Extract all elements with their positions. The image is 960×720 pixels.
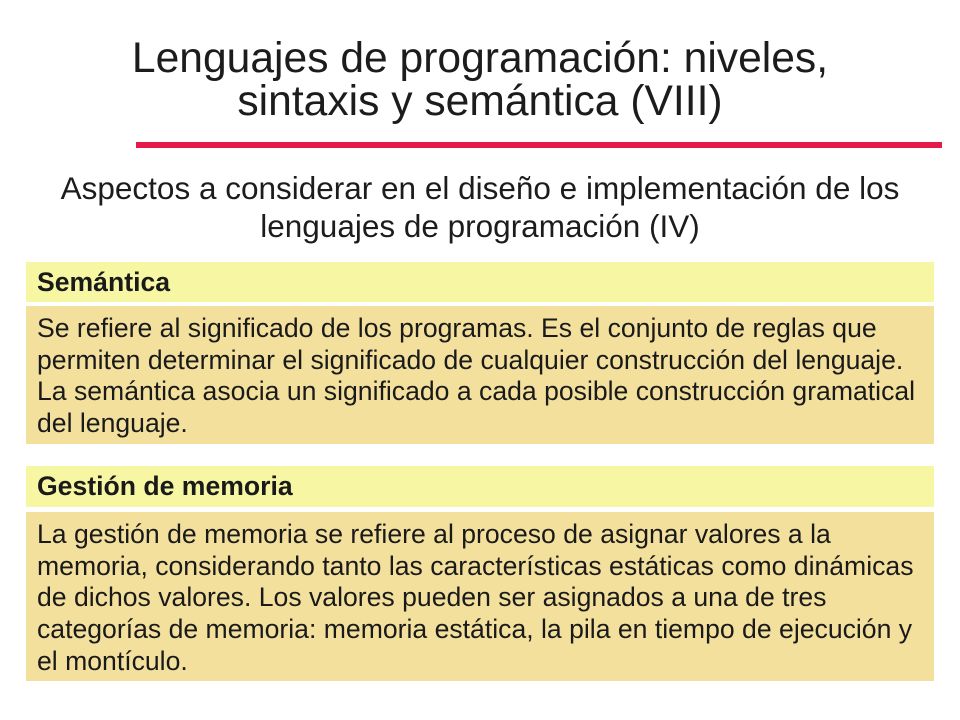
slide-title (0, 34, 960, 125)
section-body-line: de dichos valores. Los valores pueden ser asignados a una de tres (37, 582, 827, 613)
section-heading: Gestión de memoria (26, 466, 934, 507)
section-body-line: permiten determinar el significado de cualquier construcción del lenguaje. (37, 344, 904, 375)
section-body (26, 512, 934, 681)
slide-subtitle-line: lenguajes de programación (IV) (260, 208, 700, 244)
section-body-line: el montículo. (37, 645, 188, 676)
section-heading: Semántica (26, 262, 934, 302)
section-body-line: Se refiere al significado de los programas. Es el conjunto de reglas que (37, 313, 877, 343)
section-body-line: La gestión de memoria se refiere al proceso de asignar valores a la (37, 519, 831, 549)
section-gestion-de-memoria (26, 466, 934, 681)
slide-title-line: sintaxis y semántica (VIII) (237, 77, 723, 125)
section-body-line: La semántica asocia un significado a cada posible construcción gramatical (37, 376, 916, 407)
section-body (26, 306, 934, 444)
section-body-line: categorías de memoria: memoria estática, la pila en tiempo de ejecución y (37, 614, 913, 645)
section-semantica (26, 262, 934, 444)
slide-subtitle (0, 169, 960, 245)
section-body-line: del lenguaje. (37, 408, 188, 439)
slide-subtitle-line: Aspectos a considerar en el diseño e implementación de los (60, 170, 900, 206)
slide-title-line: Lenguajes de programación: niveles, (131, 34, 829, 82)
section-body-line: memoria, considerando tanto las características estáticas como dinámicas (37, 550, 914, 581)
title-divider-rule (136, 142, 942, 148)
